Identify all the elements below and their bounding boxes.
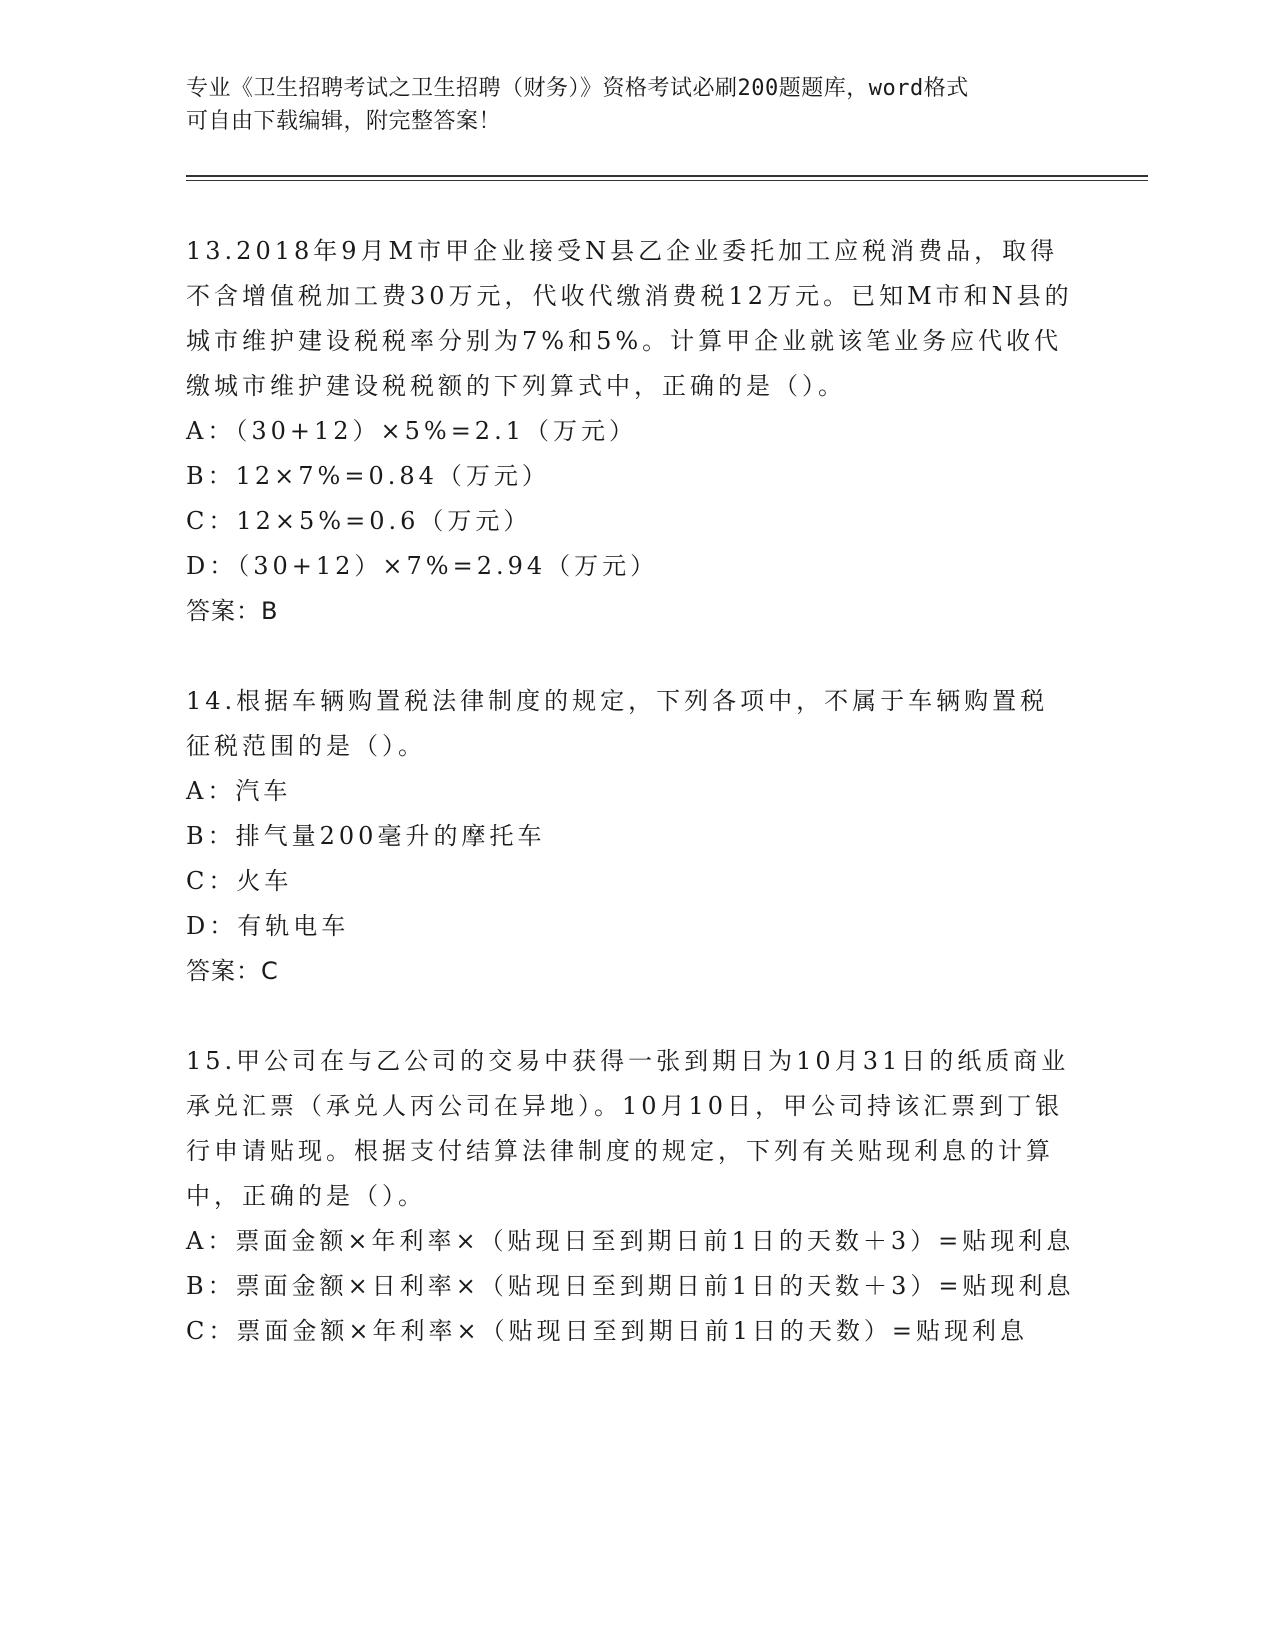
option-d: D：（30+12）×7%=2.94（万元） bbox=[186, 552, 659, 580]
answer-label: 答案：B bbox=[186, 597, 279, 625]
question-stem: 14.根据车辆购置税法律制度的规定，下列各项中，不属于车辆购置税征税范围的是（）。 bbox=[186, 687, 1049, 760]
header-divider bbox=[186, 175, 1148, 181]
option-a: A：（30+12）×5%=2.1（万元） bbox=[186, 417, 637, 445]
document-page bbox=[186, 72, 1146, 1354]
header-title-line-2: 可自由下载编辑，附完整答案！ bbox=[186, 109, 502, 134]
option-b: B：12×7%=0.84（万元） bbox=[186, 462, 550, 490]
question-13 bbox=[186, 229, 1076, 634]
question-14 bbox=[186, 679, 1076, 994]
option-b: B：排气量200毫升的摩托车 bbox=[186, 822, 546, 850]
answer-label: 答案：C bbox=[186, 957, 279, 985]
option-c: C：12×5%=0.6（万元） bbox=[186, 507, 532, 535]
question-15 bbox=[186, 1039, 1076, 1354]
header-title-line-1: 专业《卫生招聘考试之卫生招聘（财务）》资格考试必刷200题题库，word格式 bbox=[186, 76, 969, 101]
option-c: C：票面金额×年利率×（贴现日至到期日前1日的天数）=贴现利息 bbox=[186, 1317, 1028, 1345]
option-a: A：票面金额×年利率×（贴现日至到期日前1日的天数＋3）=贴现利息 bbox=[186, 1227, 1075, 1255]
option-d: D：有轨电车 bbox=[186, 912, 350, 940]
document-header bbox=[186, 72, 1066, 138]
option-a: A：汽车 bbox=[186, 777, 292, 805]
question-stem: 15.甲公司在与乙公司的交易中获得一张到期日为10月31日的纸质商业承兑汇票（承兑人丙公司在异地）。10月10日，甲公司持该汇票到丁银行申请贴现。根据支付结算法律制度的规定，下列有关贴现利息的计算中，正确的是（）。 bbox=[186, 1047, 1070, 1210]
option-b: B：票面金额×日利率×（贴现日至到期日前1日的天数＋3）=贴现利息 bbox=[186, 1272, 1075, 1300]
question-stem: 13.2018年9月M市甲企业接受N县乙企业委托加工应税消费品，取得不含增值税加工费30万元，代收代缴消费税12万元。已知M市和N县的城市维护建设税税率分别为7%和5%。计算甲企业就该笔业务应代收代缴城市维护建设税税额的下列算式中，正确的是（）。 bbox=[186, 237, 1073, 400]
option-c: C：火车 bbox=[186, 867, 293, 895]
